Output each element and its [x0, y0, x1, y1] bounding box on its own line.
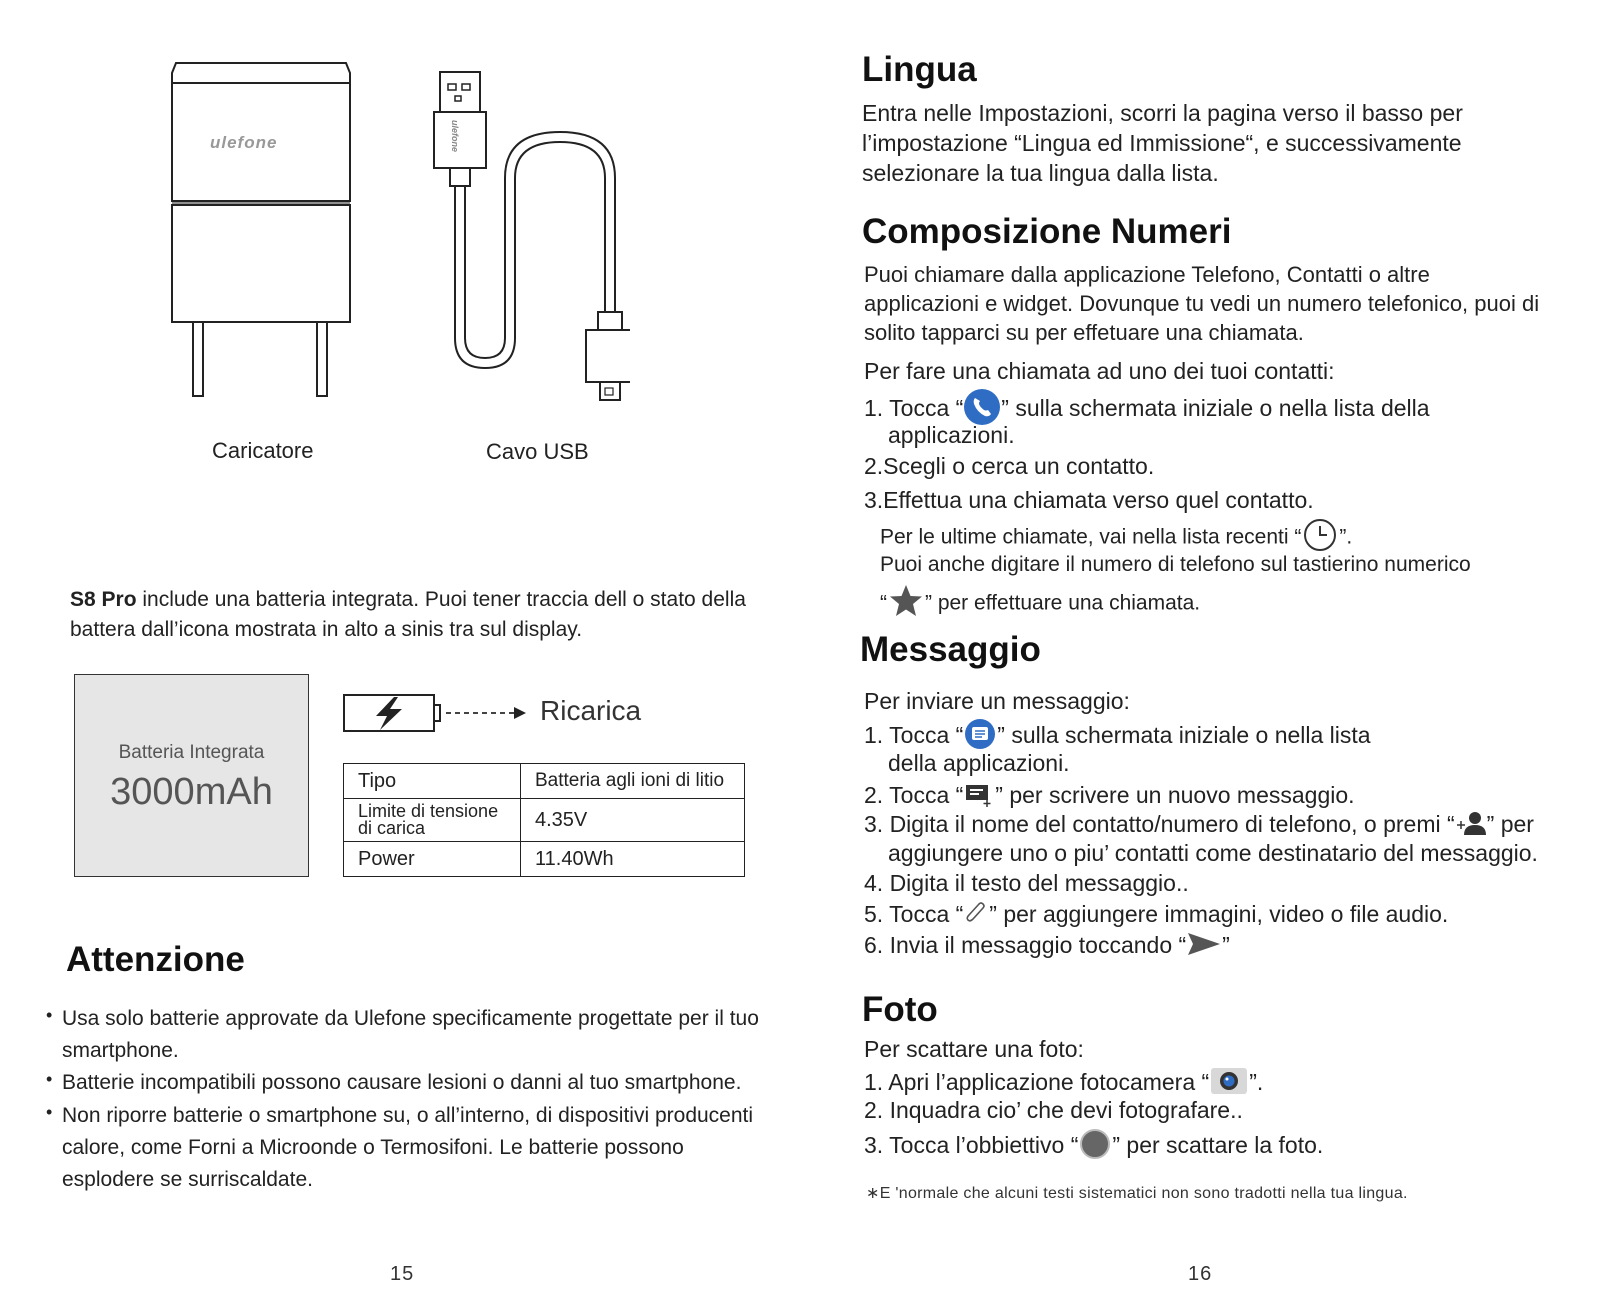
- composizione-intro: Puoi chiamare dalla applicazione Telefono, Contatti o altre applicazioni e widget. Dovunque tu vedi un numero telefonico, puoi di solito tapparci su per effetuare una chiamata.: [864, 262, 1540, 345]
- msg-step-5-suffix: ” per aggiungere immagini, video o file audio.: [989, 901, 1449, 928]
- msg-step-3-cont: aggiungere uno o piu’ contatti come destinatario del messaggio.: [888, 840, 1538, 866]
- spec-key: Tipo: [344, 764, 521, 799]
- msg-step-5-prefix: 5. Tocca “: [864, 901, 964, 928]
- charging-battery-icon: [342, 692, 442, 734]
- call-step-1-prefix: 1. Tocca “: [864, 395, 964, 422]
- bullet-icon: •: [46, 1102, 53, 1122]
- msg-step-2: [864, 780, 1355, 814]
- charging-label: Ricarica: [540, 695, 642, 726]
- recent-calls-suffix: ”.: [1339, 525, 1353, 549]
- messaggio-lead: Per inviare un messaggio:: [864, 688, 1130, 714]
- charger-illustration: [160, 55, 365, 405]
- spec-key: Power: [344, 842, 521, 877]
- battery-box-label: Batteria Integrata: [118, 742, 265, 763]
- msg-step-6-suffix: ”: [1222, 932, 1230, 959]
- recent-calls-prefix: Per le ultime chiamate, vai nella lista recenti “: [880, 525, 1302, 549]
- spec-value: Batteria agli ioni di litio: [521, 764, 745, 799]
- foto-step-3: [864, 1128, 1323, 1166]
- charger-brand-logo: ulefone: [210, 133, 278, 152]
- composizione-heading: Composizione Numeri: [862, 212, 1232, 251]
- call-step-3: 3.Effettua una chiamata verso quel contatto.: [864, 487, 1314, 513]
- shutter-button-icon: [1078, 1128, 1112, 1166]
- msg-step-1-suffix: ” sulla schermata iniziale o nella lista: [997, 722, 1371, 749]
- bullet-text: Non riporre batterie o smartphone su, o all’interno, di dispositivi producenti calore, come Forni a Microonde o Termosifoni. Le batterie possono esplodere se surriscaldate.: [62, 1104, 754, 1191]
- msg-step-3: [864, 810, 1534, 842]
- recent-calls-line: [880, 518, 1352, 558]
- msg-step-6-prefix: 6. Invia il messaggio toccando “: [864, 932, 1187, 959]
- foto-heading: Foto: [862, 990, 938, 1029]
- charging-arrow-icon: [444, 705, 528, 721]
- spec-value: 4.35V: [521, 799, 745, 842]
- list-item: [46, 1067, 786, 1099]
- bullet-text: Batterie incompatibili possono causare lesioni o danni al tuo smartphone.: [62, 1071, 742, 1094]
- call-step-2: 2.Scegli o cerca un contatto.: [864, 453, 1155, 479]
- translation-note: ∗E 'normale che alcuni testi sistematici non sono tradotti nella tua lingua.: [866, 1185, 1408, 1202]
- clock-icon: [1301, 518, 1339, 558]
- battery-intro-paragraph: [70, 585, 750, 645]
- attachment-icon: [963, 900, 989, 932]
- messaggio-heading: Messaggio: [860, 630, 1041, 669]
- attention-heading: Attenzione: [66, 940, 245, 979]
- msg-step-3-suffix: ” per: [1486, 811, 1534, 838]
- msg-step-6: [864, 930, 1230, 964]
- msg-step-3-prefix: 3. Digita il nome del contatto/numero di telefono, o premi “: [864, 811, 1455, 838]
- table-row: [344, 842, 745, 877]
- svg-text:ulefone: ulefone: [450, 120, 460, 153]
- msg-step-2-suffix: ” per scrivere un nuovo messaggio.: [995, 782, 1355, 809]
- lingua-text: Entra nelle Impostazioni, scorri la pagina verso il basso per l’impostazione “Lingua ed Immissione“, e successivamente selezionare la tua lingua dalla lista.: [862, 100, 1463, 186]
- battery-intro-text: include una batteria integrata. Puoi tener traccia dell o stato della battera dall’icona mostrata in alto a sinis tra sul display.: [70, 588, 746, 641]
- list-item: [46, 1100, 756, 1196]
- foto-step-2: 2. Inquadra cio’ che devi fotografare..: [864, 1097, 1243, 1123]
- foto-step-1-suffix: ”.: [1249, 1069, 1264, 1096]
- page-number-left: 15: [390, 1263, 415, 1285]
- foto-lead: Per scattare una foto:: [864, 1036, 1084, 1062]
- call-step-1-suffix: ” sulla schermata iniziale o nella lista della: [1001, 395, 1430, 422]
- table-row: [344, 799, 745, 842]
- dialpad-line-1: Puoi anche digitare il numero di telefono sul tastierino numerico: [880, 553, 1471, 576]
- send-icon: [1186, 930, 1222, 964]
- battery-spec-table: [343, 763, 745, 877]
- msg-step-1-cont: della applicazioni.: [888, 750, 1070, 776]
- table-row: [344, 764, 745, 799]
- star-icon: [887, 583, 925, 625]
- device-model-name: S8 Pro: [70, 588, 137, 611]
- spec-value: 11.40Wh: [521, 842, 745, 877]
- battery-capacity-value: 3000mAh: [110, 771, 273, 813]
- bullet-icon: •: [46, 1069, 53, 1089]
- msg-step-4: 4. Digita il testo del messaggio..: [864, 870, 1189, 896]
- msg-step-1-prefix: 1. Tocca “: [864, 722, 964, 749]
- composizione-lead: Per fare una chiamata ad uno dei tuoi contatti:: [864, 358, 1335, 384]
- page-number-right: 16: [1188, 1263, 1213, 1285]
- add-contact-icon: [1455, 810, 1487, 842]
- bullet-text: Usa solo batterie approvate da Ulefone specificamente progettate per il tuo smartphone.: [62, 1007, 759, 1062]
- charger-caption: Caricatore: [212, 438, 314, 463]
- new-message-icon: [963, 780, 995, 814]
- usb-cable-illustration: [430, 68, 630, 408]
- msg-step-5: [864, 900, 1448, 932]
- foto-step-3-prefix: 3. Tocca l’obbiettivo “: [864, 1132, 1079, 1159]
- list-item: [46, 1003, 786, 1067]
- battery-capacity-box: [74, 674, 309, 877]
- dialpad-line-2: [880, 583, 1200, 625]
- spec-key: Limite di tensione di carica: [344, 799, 521, 842]
- foto-step-3-suffix: ” per scattare la foto.: [1112, 1132, 1324, 1159]
- dialpad-line-2-prefix: “: [880, 591, 887, 615]
- msg-step-2-prefix: 2. Tocca “: [864, 782, 964, 809]
- dialpad-line-2-suffix: ” per effettuare una chiamata.: [925, 591, 1201, 615]
- bullet-icon: •: [46, 1005, 53, 1025]
- foto-step-1-prefix: 1. Apri l’applicazione fotocamera “: [864, 1069, 1210, 1096]
- lingua-heading: Lingua: [862, 50, 977, 89]
- call-step-1-cont: applicazioni.: [888, 422, 1015, 448]
- usb-cable-caption: Cavo USB: [486, 439, 589, 464]
